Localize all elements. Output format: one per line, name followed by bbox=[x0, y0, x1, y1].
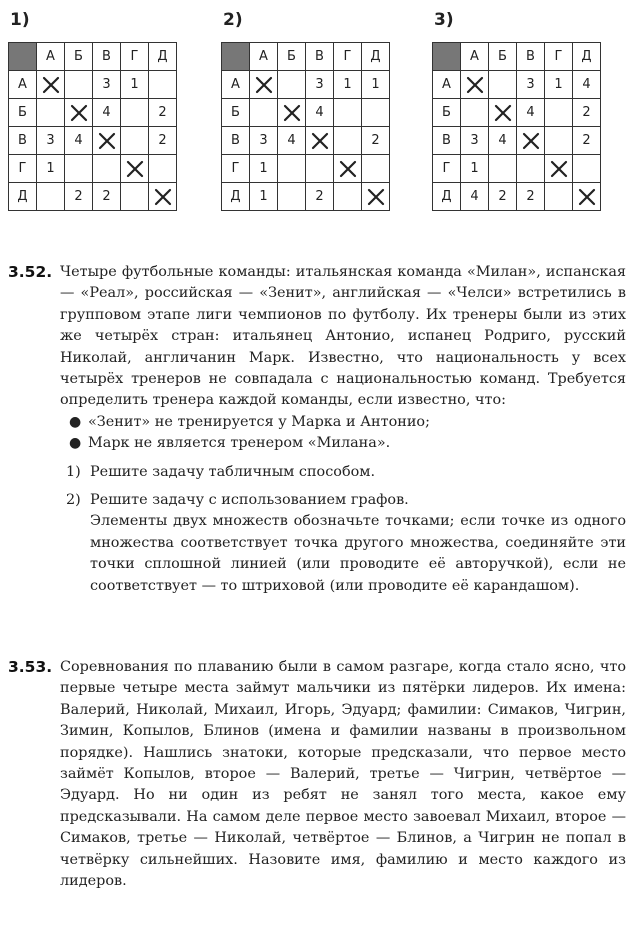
corner-cell bbox=[222, 43, 250, 71]
table-number: 2) bbox=[223, 10, 243, 30]
row-header: А bbox=[222, 71, 250, 99]
table-cell: 1 bbox=[362, 71, 390, 99]
column-header: А bbox=[461, 43, 489, 71]
table-cell: 2 bbox=[149, 99, 177, 127]
table-cell: 2 bbox=[573, 127, 601, 155]
table-1 bbox=[8, 10, 177, 211]
table-row bbox=[433, 127, 601, 155]
column-header: В bbox=[93, 43, 121, 71]
bullet-item bbox=[60, 433, 626, 454]
table-2 bbox=[221, 10, 390, 211]
table-cell bbox=[37, 99, 65, 127]
header-row bbox=[433, 43, 601, 71]
table-row bbox=[9, 127, 177, 155]
task-text: Решите задачу с использованием графов. bbox=[90, 492, 409, 509]
column-header: Д bbox=[362, 43, 390, 71]
table-row bbox=[9, 155, 177, 183]
table-cell: 1 bbox=[250, 155, 278, 183]
task-number: 2) bbox=[66, 492, 81, 509]
table-number: 3) bbox=[434, 10, 454, 30]
problem-text: Соревнования по плаванию были в самом разгаре, когда стало ясно, что первые четыре места займут мальчики из пятёрки лидеров. Их имена: Валерий, Николай, Михаил, Игорь, Эдуард; фамилии: Симаков, Чигрин, Зимин, Копылов, Блинов (имена и фамилии названы в произвольном порядке). Нашлись знатоки, которые предсказали, что первое место займёт Копылов, второе — Валерий, третье — Чигрин, четвёртое — Эдуард. Но ни один из ребят не занял того места, какое ему предсказывали. На самом деле первое место завоевал Михаил, второе — Симаков, третье — Николай, четвёртое — Блинов, а Чигрин не попал в четвёрку сильнейших. Назовите имя, фамилию и место каждого из лидеров. bbox=[60, 659, 626, 890]
table-cell bbox=[545, 127, 573, 155]
bullet-item bbox=[60, 412, 626, 433]
table-cell bbox=[362, 99, 390, 127]
cross-icon bbox=[255, 76, 273, 94]
cross-icon bbox=[466, 76, 484, 94]
column-header: Д bbox=[573, 43, 601, 71]
cross-icon bbox=[154, 188, 172, 206]
row-header: Д bbox=[433, 183, 461, 211]
table-cell bbox=[250, 99, 278, 127]
table-cell bbox=[93, 155, 121, 183]
table-cell bbox=[362, 183, 390, 211]
table-cell bbox=[461, 71, 489, 99]
table-cell: 2 bbox=[489, 183, 517, 211]
table-row bbox=[222, 71, 390, 99]
row-header: В bbox=[222, 127, 250, 155]
cross-icon bbox=[70, 104, 88, 122]
table-cell: 3 bbox=[37, 127, 65, 155]
table-cell bbox=[278, 71, 306, 99]
row-header: Б bbox=[433, 99, 461, 127]
table-cell bbox=[65, 155, 93, 183]
table-cell bbox=[121, 99, 149, 127]
table-cell: 2 bbox=[362, 127, 390, 155]
table-cell bbox=[65, 99, 93, 127]
table-row bbox=[9, 183, 177, 211]
table-row bbox=[222, 127, 390, 155]
problem-3-52 bbox=[8, 262, 626, 597]
table-row bbox=[9, 99, 177, 127]
table-cell: 1 bbox=[545, 71, 573, 99]
table-cell: 3 bbox=[517, 71, 545, 99]
table-cell: 3 bbox=[93, 71, 121, 99]
table-cell: 1 bbox=[334, 71, 362, 99]
column-header: Б bbox=[65, 43, 93, 71]
table-cell bbox=[573, 183, 601, 211]
table-cell: 2 bbox=[517, 183, 545, 211]
table-cell bbox=[517, 155, 545, 183]
table-cell bbox=[489, 155, 517, 183]
table-number: 1) bbox=[10, 10, 30, 30]
task-item-2 bbox=[60, 490, 626, 597]
matrix-table bbox=[8, 42, 177, 211]
table-cell bbox=[489, 99, 517, 127]
row-header: А bbox=[9, 71, 37, 99]
cross-icon bbox=[126, 160, 144, 178]
table-cell bbox=[93, 127, 121, 155]
table-cell: 3 bbox=[306, 71, 334, 99]
cross-icon bbox=[339, 160, 357, 178]
table-cell: 4 bbox=[489, 127, 517, 155]
problem-3-53 bbox=[8, 657, 626, 892]
matrix-table bbox=[221, 42, 390, 211]
bullet-text: «Зенит» не тренируется у Марка и Антонио; bbox=[88, 413, 430, 430]
table-cell bbox=[545, 183, 573, 211]
table-cell bbox=[278, 155, 306, 183]
problem-text: Четыре футбольные команды: итальянская команда «Милан», испанская — «Реал», российская — «Зенит», английская — «Челси» встретились в групповом этапе лиги чемпионов по футболу. Их тренеры были из этих же четырёх стран: итальянец Антонио, испанец Родриго, русский Николай, англичанин Марк. Известно, что национальность у всех четырёх тренеров не совпадала с национальностью команд. Требуется определить тренера каждой команды, если известно, что: bbox=[60, 264, 626, 409]
row-header: Б bbox=[222, 99, 250, 127]
table-cell bbox=[37, 71, 65, 99]
table-cell: 2 bbox=[149, 127, 177, 155]
table-cell bbox=[489, 71, 517, 99]
table-cell bbox=[149, 183, 177, 211]
table-cell: 4 bbox=[306, 99, 334, 127]
table-cell: 4 bbox=[93, 99, 121, 127]
cross-icon bbox=[550, 160, 568, 178]
table-cell: 1 bbox=[37, 155, 65, 183]
column-header: Б bbox=[278, 43, 306, 71]
table-cell: 4 bbox=[573, 71, 601, 99]
table-cell: 4 bbox=[461, 183, 489, 211]
problem-body bbox=[60, 657, 626, 892]
table-cell: 1 bbox=[121, 71, 149, 99]
column-header: Б bbox=[489, 43, 517, 71]
task-item-1 bbox=[60, 462, 626, 483]
header-row bbox=[9, 43, 177, 71]
table-cell bbox=[334, 99, 362, 127]
table-cell: 3 bbox=[461, 127, 489, 155]
row-header: Г bbox=[433, 155, 461, 183]
row-header: Д bbox=[222, 183, 250, 211]
table-cell bbox=[334, 127, 362, 155]
problem-number: 3.53. bbox=[8, 658, 53, 676]
table-cell: 4 bbox=[65, 127, 93, 155]
cross-icon bbox=[578, 188, 596, 206]
table-cell: 3 bbox=[250, 127, 278, 155]
table-cell bbox=[306, 155, 334, 183]
table-cell: 2 bbox=[306, 183, 334, 211]
table-cell bbox=[278, 183, 306, 211]
bullet-icon: ● bbox=[69, 435, 82, 452]
column-header: Г bbox=[545, 43, 573, 71]
table-cell bbox=[65, 71, 93, 99]
bullet-icon: ● bbox=[69, 413, 82, 430]
table-cell: 4 bbox=[517, 99, 545, 127]
table-cell bbox=[545, 99, 573, 127]
problem-body bbox=[60, 262, 626, 597]
table-row bbox=[222, 155, 390, 183]
cross-icon bbox=[98, 132, 116, 150]
table-cell bbox=[306, 127, 334, 155]
row-header: Г bbox=[9, 155, 37, 183]
cross-icon bbox=[494, 104, 512, 122]
cross-icon bbox=[42, 76, 60, 94]
table-cell bbox=[545, 155, 573, 183]
table-row bbox=[433, 99, 601, 127]
matrix-table bbox=[432, 42, 601, 211]
table-cell bbox=[334, 155, 362, 183]
row-header: В bbox=[433, 127, 461, 155]
table-cell bbox=[121, 183, 149, 211]
table-cell bbox=[334, 183, 362, 211]
column-header: А bbox=[250, 43, 278, 71]
column-header: Г bbox=[121, 43, 149, 71]
column-header: Г bbox=[334, 43, 362, 71]
table-cell bbox=[278, 99, 306, 127]
table-cell bbox=[362, 155, 390, 183]
table-row bbox=[433, 155, 601, 183]
column-header: В bbox=[517, 43, 545, 71]
cross-icon bbox=[311, 132, 329, 150]
row-header: Г bbox=[222, 155, 250, 183]
row-header: В bbox=[9, 127, 37, 155]
table-cell bbox=[121, 127, 149, 155]
task-text: Решите задачу табличным способом. bbox=[90, 463, 376, 480]
table-cell: 1 bbox=[250, 183, 278, 211]
corner-cell bbox=[9, 43, 37, 71]
table-cell bbox=[121, 155, 149, 183]
table-row bbox=[9, 71, 177, 99]
table-cell: 1 bbox=[461, 155, 489, 183]
table-cell: 2 bbox=[65, 183, 93, 211]
cross-icon bbox=[283, 104, 301, 122]
column-header: Д bbox=[149, 43, 177, 71]
table-row bbox=[222, 183, 390, 211]
table-cell bbox=[461, 99, 489, 127]
table-cell bbox=[149, 155, 177, 183]
table-cell bbox=[517, 127, 545, 155]
table-3 bbox=[432, 10, 601, 211]
row-header: Б bbox=[9, 99, 37, 127]
corner-cell bbox=[433, 43, 461, 71]
task-number: 1) bbox=[66, 463, 81, 480]
table-cell: 2 bbox=[573, 99, 601, 127]
table-cell bbox=[149, 71, 177, 99]
row-header: А bbox=[433, 71, 461, 99]
table-cell bbox=[37, 183, 65, 211]
row-header: Д bbox=[9, 183, 37, 211]
table-row bbox=[222, 99, 390, 127]
table-row bbox=[433, 183, 601, 211]
bullet-text: Марк не является тренером «Милана». bbox=[88, 435, 391, 452]
table-cell bbox=[250, 71, 278, 99]
task-note: Элементы двух множеств обозначьте точками; если точке из одного множества соответствует точка другого множества, соединяйте эти точки сплошной линией (или проводите её авторучкой), если не соответствует — то штриховой (или проводите её карандашом). bbox=[90, 513, 626, 594]
table-cell: 2 bbox=[93, 183, 121, 211]
cross-icon bbox=[522, 132, 540, 150]
header-row bbox=[222, 43, 390, 71]
table-cell: 4 bbox=[278, 127, 306, 155]
column-header: А bbox=[37, 43, 65, 71]
cross-icon bbox=[367, 188, 385, 206]
column-header: В bbox=[306, 43, 334, 71]
table-cell bbox=[573, 155, 601, 183]
table-row bbox=[433, 71, 601, 99]
problem-number: 3.52. bbox=[8, 263, 53, 281]
